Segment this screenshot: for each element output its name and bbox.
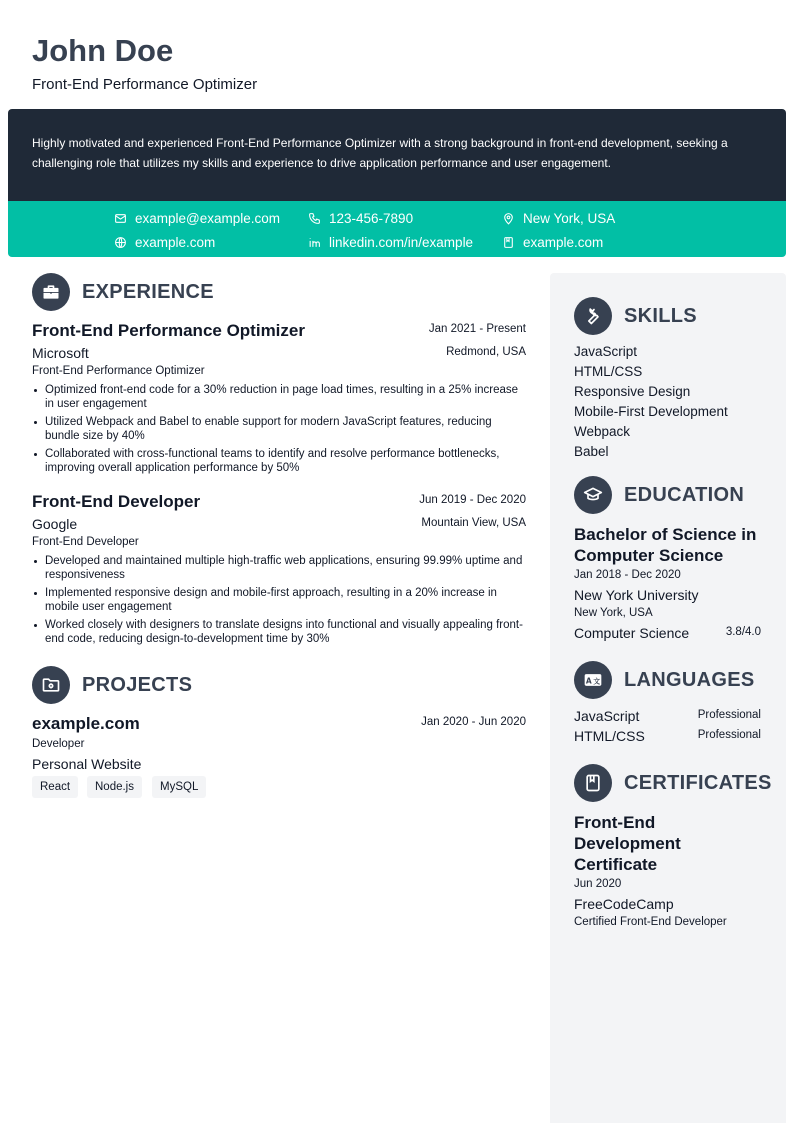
project-description: Personal Website	[32, 756, 142, 772]
location-pin-icon	[502, 212, 515, 225]
job-bullets	[32, 383, 527, 479]
projects-section-header	[32, 666, 192, 704]
resume-header	[32, 33, 257, 94]
contact-phone[interactable]	[308, 209, 413, 227]
contact-website-text: example.com	[135, 234, 216, 250]
language-name: JavaScript	[574, 708, 640, 724]
translate-icon	[583, 670, 603, 690]
phone-icon	[308, 212, 321, 225]
language-level: Professional	[697, 729, 761, 741]
job-location: Mountain View, USA	[421, 517, 526, 529]
skills-section-header	[574, 297, 697, 335]
skill-item: JavaScript	[574, 344, 638, 359]
job-bullet: Implemented responsive design and mobile-first approach, resulting in a 20% increase in mobile user engagement	[32, 586, 527, 614]
project-tag: MySQL	[152, 776, 206, 798]
wrench-icon	[583, 306, 603, 326]
job-role: Front-End Developer	[32, 536, 139, 548]
education-section-title: EDUCATION	[624, 483, 745, 506]
language-name: HTML/CSS	[574, 728, 645, 744]
job-company: Google	[32, 516, 78, 532]
job-bullet: Developed and maintained multiple high-traffic web applications, ensuring 99.99% uptime and responsiveness	[32, 554, 527, 582]
mail-icon	[114, 212, 127, 225]
job-role: Front-End Performance Optimizer	[32, 365, 205, 377]
candidate-name: John Doe	[32, 33, 174, 68]
svg-text:A: A	[585, 676, 592, 686]
languages-section-title: LANGUAGES	[624, 668, 755, 691]
contact-email-text: example@example.com	[135, 210, 281, 226]
certificates-section-header	[574, 764, 772, 802]
contact-linkedin[interactable]	[308, 233, 473, 251]
experience-section-header	[32, 273, 214, 311]
education-school: New York University	[574, 587, 699, 603]
linkedin-icon	[308, 236, 321, 249]
education-location: New York, USA	[574, 607, 653, 619]
candidate-title: Front-End Performance Optimizer	[32, 76, 258, 93]
job-bullet: Utilized Webpack and Babel to enable support for modern JavaScript features, reducing bundle size by 40%	[32, 415, 527, 443]
graduation-cap-icon	[583, 485, 603, 505]
certificate-description: Certified Front-End Developer	[574, 916, 727, 928]
briefcase-icon	[41, 282, 61, 302]
education-section-header	[574, 476, 744, 514]
contact-phone-text: 123-456-7890	[329, 210, 414, 226]
job-bullet: Collaborated with cross-functional teams to identify and resolve performance bottlenecks, improving overall application performance by 50%	[32, 447, 527, 475]
experience-section-title: EXPERIENCE	[82, 280, 214, 303]
projects-section-title: PROJECTS	[82, 673, 193, 696]
summary-text: Highly motivated and experienced Front-End Performance Optimizer with a strong background in front-end development, seeking a challenging role that utilizes my skills and experience to drive application performance and user engagement.	[32, 136, 728, 170]
contact-portfolio[interactable]	[502, 233, 603, 251]
contact-linkedin-text: linkedin.com/in/example	[329, 234, 474, 250]
education-gpa: 3.8/4.0	[725, 626, 761, 638]
contact-website[interactable]	[114, 233, 215, 251]
skills-section-title: SKILLS	[624, 304, 697, 327]
certificate-date: Jun 2020	[574, 878, 622, 890]
contact-portfolio-text: example.com	[523, 234, 604, 250]
contact-email[interactable]	[114, 209, 280, 227]
language-level: Professional	[697, 709, 761, 721]
job-bullets	[32, 554, 527, 650]
svg-text:文: 文	[593, 677, 601, 686]
job-title: Front-End Developer	[32, 492, 201, 511]
education-date: Jan 2018 - Dec 2020	[574, 569, 681, 581]
skill-item: Mobile-First Development	[574, 404, 728, 419]
skill-item: Webpack	[574, 424, 631, 439]
job-bullet: Worked closely with designers to translate designs into functional and visually appealing front-end code, reducing design-to-development time by 30%	[32, 618, 527, 646]
job-location: Redmond, USA	[446, 346, 526, 358]
folder-icon	[41, 675, 61, 695]
job-date: Jun 2019 - Dec 2020	[419, 494, 526, 506]
summary-panel	[8, 109, 786, 201]
certificate-book-icon	[583, 773, 603, 793]
contact-location-text: New York, USA	[523, 210, 616, 226]
skill-item: Babel	[574, 444, 609, 459]
languages-section-header	[574, 661, 754, 699]
project-date: Jan 2020 - Jun 2020	[421, 716, 526, 728]
contact-location	[502, 209, 615, 227]
skill-item: HTML/CSS	[574, 364, 643, 379]
skill-item: Responsive Design	[574, 384, 691, 399]
project-name: example.com	[32, 714, 140, 733]
job-company: Microsoft	[32, 345, 89, 361]
project-role: Developer	[32, 738, 85, 750]
certificate-name: Front-End Development Certificate	[574, 813, 681, 874]
job-date: Jan 2021 - Present	[428, 323, 526, 335]
certificate-issuer: FreeCodeCamp	[574, 896, 674, 912]
education-degree: Bachelor of Science in Computer Science	[574, 525, 757, 565]
bookmark-book-icon	[502, 236, 515, 249]
project-tag: React	[32, 776, 78, 798]
contact-bar	[8, 201, 786, 257]
job-bullet: Optimized front-end code for a 30% reduction in page load times, resulting in a 25% increase in user engagement	[32, 383, 527, 411]
certificates-section-title: CERTIFICATES	[624, 771, 772, 794]
project-tag: Node.js	[87, 776, 142, 798]
education-field: Computer Science	[574, 625, 690, 641]
job-title: Front-End Performance Optimizer	[32, 321, 305, 340]
globe-icon	[114, 236, 127, 249]
